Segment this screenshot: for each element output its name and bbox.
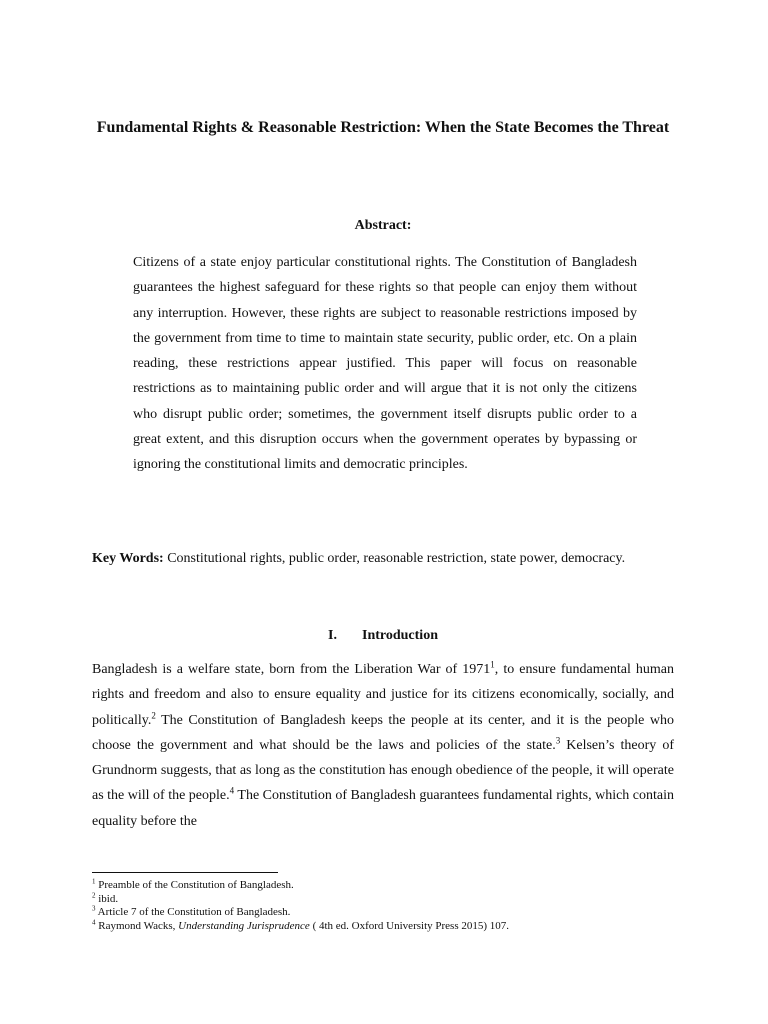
footnote-book-title: Understanding Jurisprudence bbox=[178, 919, 310, 932]
abstract-heading: Abstract: bbox=[354, 218, 412, 233]
footnote-3 bbox=[92, 906, 674, 920]
footnote-separator bbox=[92, 872, 278, 873]
paper-title: Fundamental Rights & Reasonable Restriction: When the State Becomes the Threat bbox=[96, 119, 670, 136]
footnote-text: Article 7 of the Constitution of Bangladesh. bbox=[97, 906, 291, 918]
footnote-ref-4: 4 bbox=[229, 785, 235, 796]
introduction-paragraph bbox=[92, 657, 674, 834]
intro-sentence-2: , to ensure fundamental human rights and freedom and also to ensure equality and justice for its citizens economically, socially, and politically. bbox=[92, 662, 674, 728]
footnote-number: 2 bbox=[92, 890, 96, 899]
footnote-text-post: ( 4th ed. Oxford University Press 2015) 107. bbox=[309, 919, 510, 932]
keywords-label: Key Words: bbox=[92, 551, 164, 566]
intro-sentence-3: The Constitution of Bangladesh keeps the people at its center, and it is the people who choose the government and what should be the laws and policies of the state. bbox=[92, 712, 674, 753]
footnote-number: 3 bbox=[92, 904, 96, 913]
section-heading-introduction bbox=[92, 626, 674, 646]
footnote-text: Preamble of the Constitution of Bangladesh. bbox=[98, 879, 294, 891]
footnote-ref-3: 3 bbox=[555, 735, 561, 746]
intro-sentence-5: The Constitution of Bangladesh guarantees fundamental rights, which contain equality before the bbox=[92, 788, 675, 829]
footnotes-list bbox=[92, 879, 674, 933]
footnote-ref-1: 1 bbox=[490, 659, 495, 670]
keywords-text: Constitutional rights, public order, reasonable restriction, state power, democracy. bbox=[167, 551, 626, 566]
keywords-paragraph bbox=[92, 546, 674, 571]
footnote-2 bbox=[92, 890, 674, 907]
footnote-number: 1 bbox=[92, 877, 96, 886]
intro-sentence-4: Kelsen’s theory of Grundnorm suggests, that as long as the constitution has enough obedience of the people, it will operate as the will of the people. bbox=[92, 737, 674, 804]
footnote-ref-2: 2 bbox=[151, 709, 156, 720]
footnote-text: ibid. bbox=[98, 892, 119, 905]
footnote-number: 4 bbox=[92, 917, 96, 926]
section-number: I. bbox=[328, 628, 337, 643]
footnote-text-pre: Raymond Wacks, bbox=[98, 919, 179, 932]
footnote-1 bbox=[92, 879, 674, 893]
abstract-text: Citizens of a state enjoy particular constitutional rights. The Constitution of Bangladesh guarantees the highest safeguard for these rights so that people can enjoy them without any interruption. However, these rights are subject to reasonable restrictions imposed by the government from time to time to maintain state security, public order, etc. On a plain reading, these restrictions appear justified. This paper will focus on reasonable restrictions as to maintaining public order and will argue that it is not only the citizens who disrupt public order; sometimes, the government itself disrupts public order to a great extent, and this disruption occurs when the government operates by bypassing or ignoring the constitutional limits and democratic principles. bbox=[133, 255, 637, 473]
intro-sentence-1: Bangladesh is a welfare state, born from the Liberation War of 1971 bbox=[92, 662, 491, 677]
footnote-4 bbox=[92, 917, 674, 934]
section-title: Introduction bbox=[362, 628, 438, 643]
